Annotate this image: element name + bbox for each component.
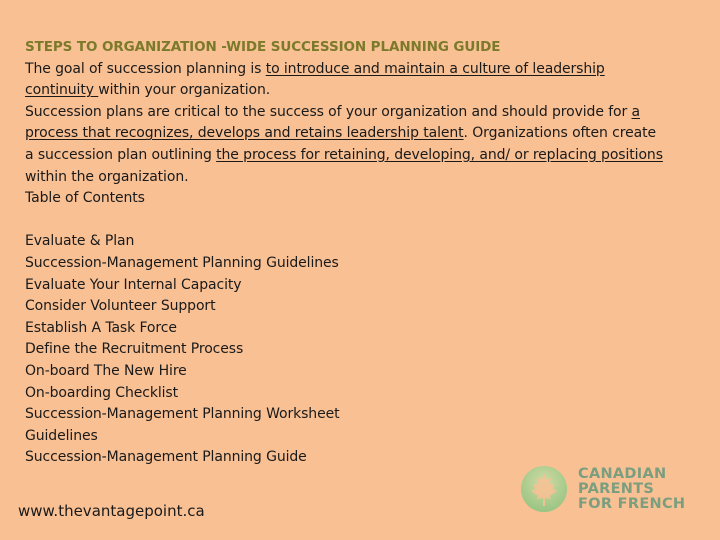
toc-item: On-board The New Hire [25,362,187,379]
maple-leaf-icon [520,465,568,513]
toc-item: Guidelines [25,427,98,444]
toc-item: Consider Volunteer Support [25,298,216,315]
toc-item: Establish A Task Force [25,319,177,336]
goal-text-start: The goal of succession planning is [25,60,266,77]
toc-item: On-boarding Checklist [25,384,179,401]
toc-item: Evaluate Your Internal Capacity [25,276,242,293]
toc-heading: Table of Contents [25,190,145,207]
plans-text-end: within the organization. [25,168,189,185]
toc-item: Define the Recruitment Process [25,341,244,358]
logo-line-2: PARENTS [578,481,655,497]
document-title: STEPS TO ORGANIZATION -WIDE SUCCESSION PLANNING GUIDE [25,39,501,55]
footer-url[interactable]: www.thevantagepoint.ca [18,502,205,520]
plans-text-start: Succession plans are critical to the success of your organization and should provide for [25,103,632,120]
document-body [25,37,665,469]
plans-text-middle: . Organizations often create a succession plan outlining [25,125,657,163]
logo-text [578,467,685,512]
logo-line-1: CANADIAN [578,466,667,482]
toc-item: Evaluate & Plan [25,233,135,250]
paragraph-plans [25,102,665,188]
goal-text-end: within your organization. [98,82,271,99]
paragraph-goal [25,59,665,102]
logo-line-3: FOR FRENCH [578,496,686,512]
toc-item: Succession-Management Planning Guidelines [25,254,339,271]
cpf-logo [520,465,710,515]
goal-underlined-text: to introduce and maintain a culture of leadership continuity [25,60,605,99]
blank-line [25,210,665,232]
plans-underlined-text-2: the process for retaining, developing, and/ or replacing positions [216,146,663,163]
toc-item: Succession-Management Planning Worksheet [25,406,340,423]
toc-item: Succession-Management Planning Guide [25,449,307,466]
table-of-contents [25,231,665,469]
plans-underlined-text-1: a process that recognizes, develops and retains leadership talent [25,103,640,142]
